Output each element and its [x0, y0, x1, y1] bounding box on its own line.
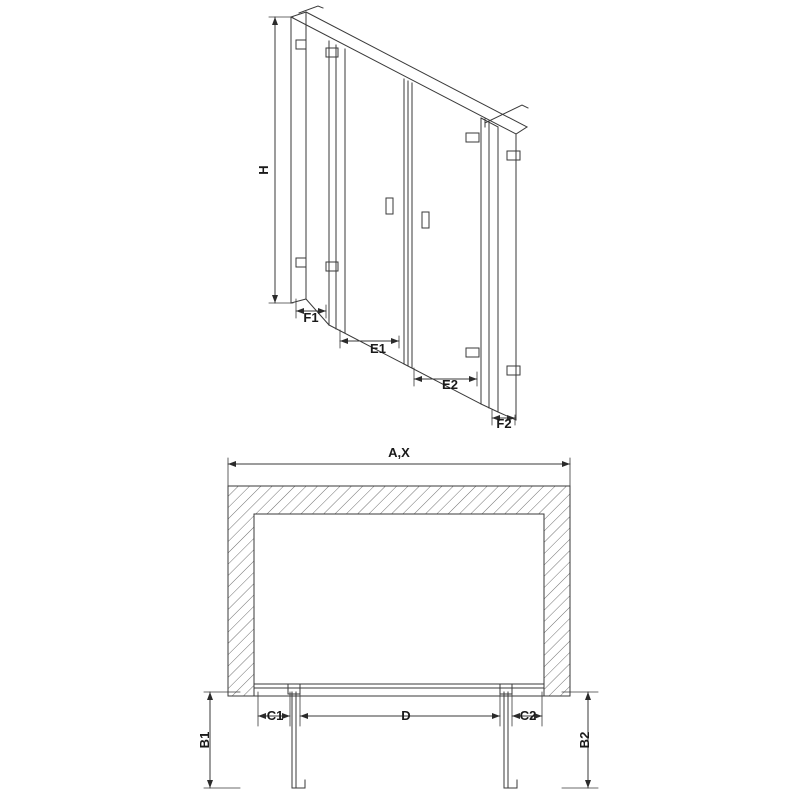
dim-label-F1: F1: [303, 310, 319, 325]
wall-inner: [254, 514, 544, 696]
handle-left: [386, 198, 393, 214]
top-plan-view: [204, 458, 598, 788]
pivot-right: [500, 684, 512, 694]
dim-label-E1: E1: [370, 341, 386, 356]
dim-label-B2: B2: [577, 731, 592, 749]
wall-outer: [228, 486, 570, 696]
dim-label-C1: C1: [266, 708, 284, 723]
dim-label-B1: B1: [197, 731, 212, 749]
dim-label-C2: C2: [519, 708, 537, 723]
handle-right: [422, 212, 429, 228]
door-leaf-right-handle: [504, 780, 517, 788]
top-rail: [306, 12, 527, 127]
top-bar-left: [299, 6, 323, 13]
wall-hatch: [228, 486, 570, 696]
dim-label-E2: E2: [442, 377, 458, 392]
wall-outline: [228, 486, 570, 696]
dim-label-AX: A,X: [388, 445, 410, 460]
label-group: [197, 165, 592, 748]
panel-bottom-left-cap: [291, 299, 306, 303]
door-leaf-left-handle: [292, 780, 305, 788]
dim-label-D: D: [401, 708, 411, 723]
dim-label-F2: F2: [496, 416, 512, 431]
top-rail-right-cap: [516, 127, 527, 134]
top-bar-right: [485, 105, 528, 123]
front-elevation-view: [269, 6, 528, 425]
dim-label-H: H: [256, 165, 271, 175]
